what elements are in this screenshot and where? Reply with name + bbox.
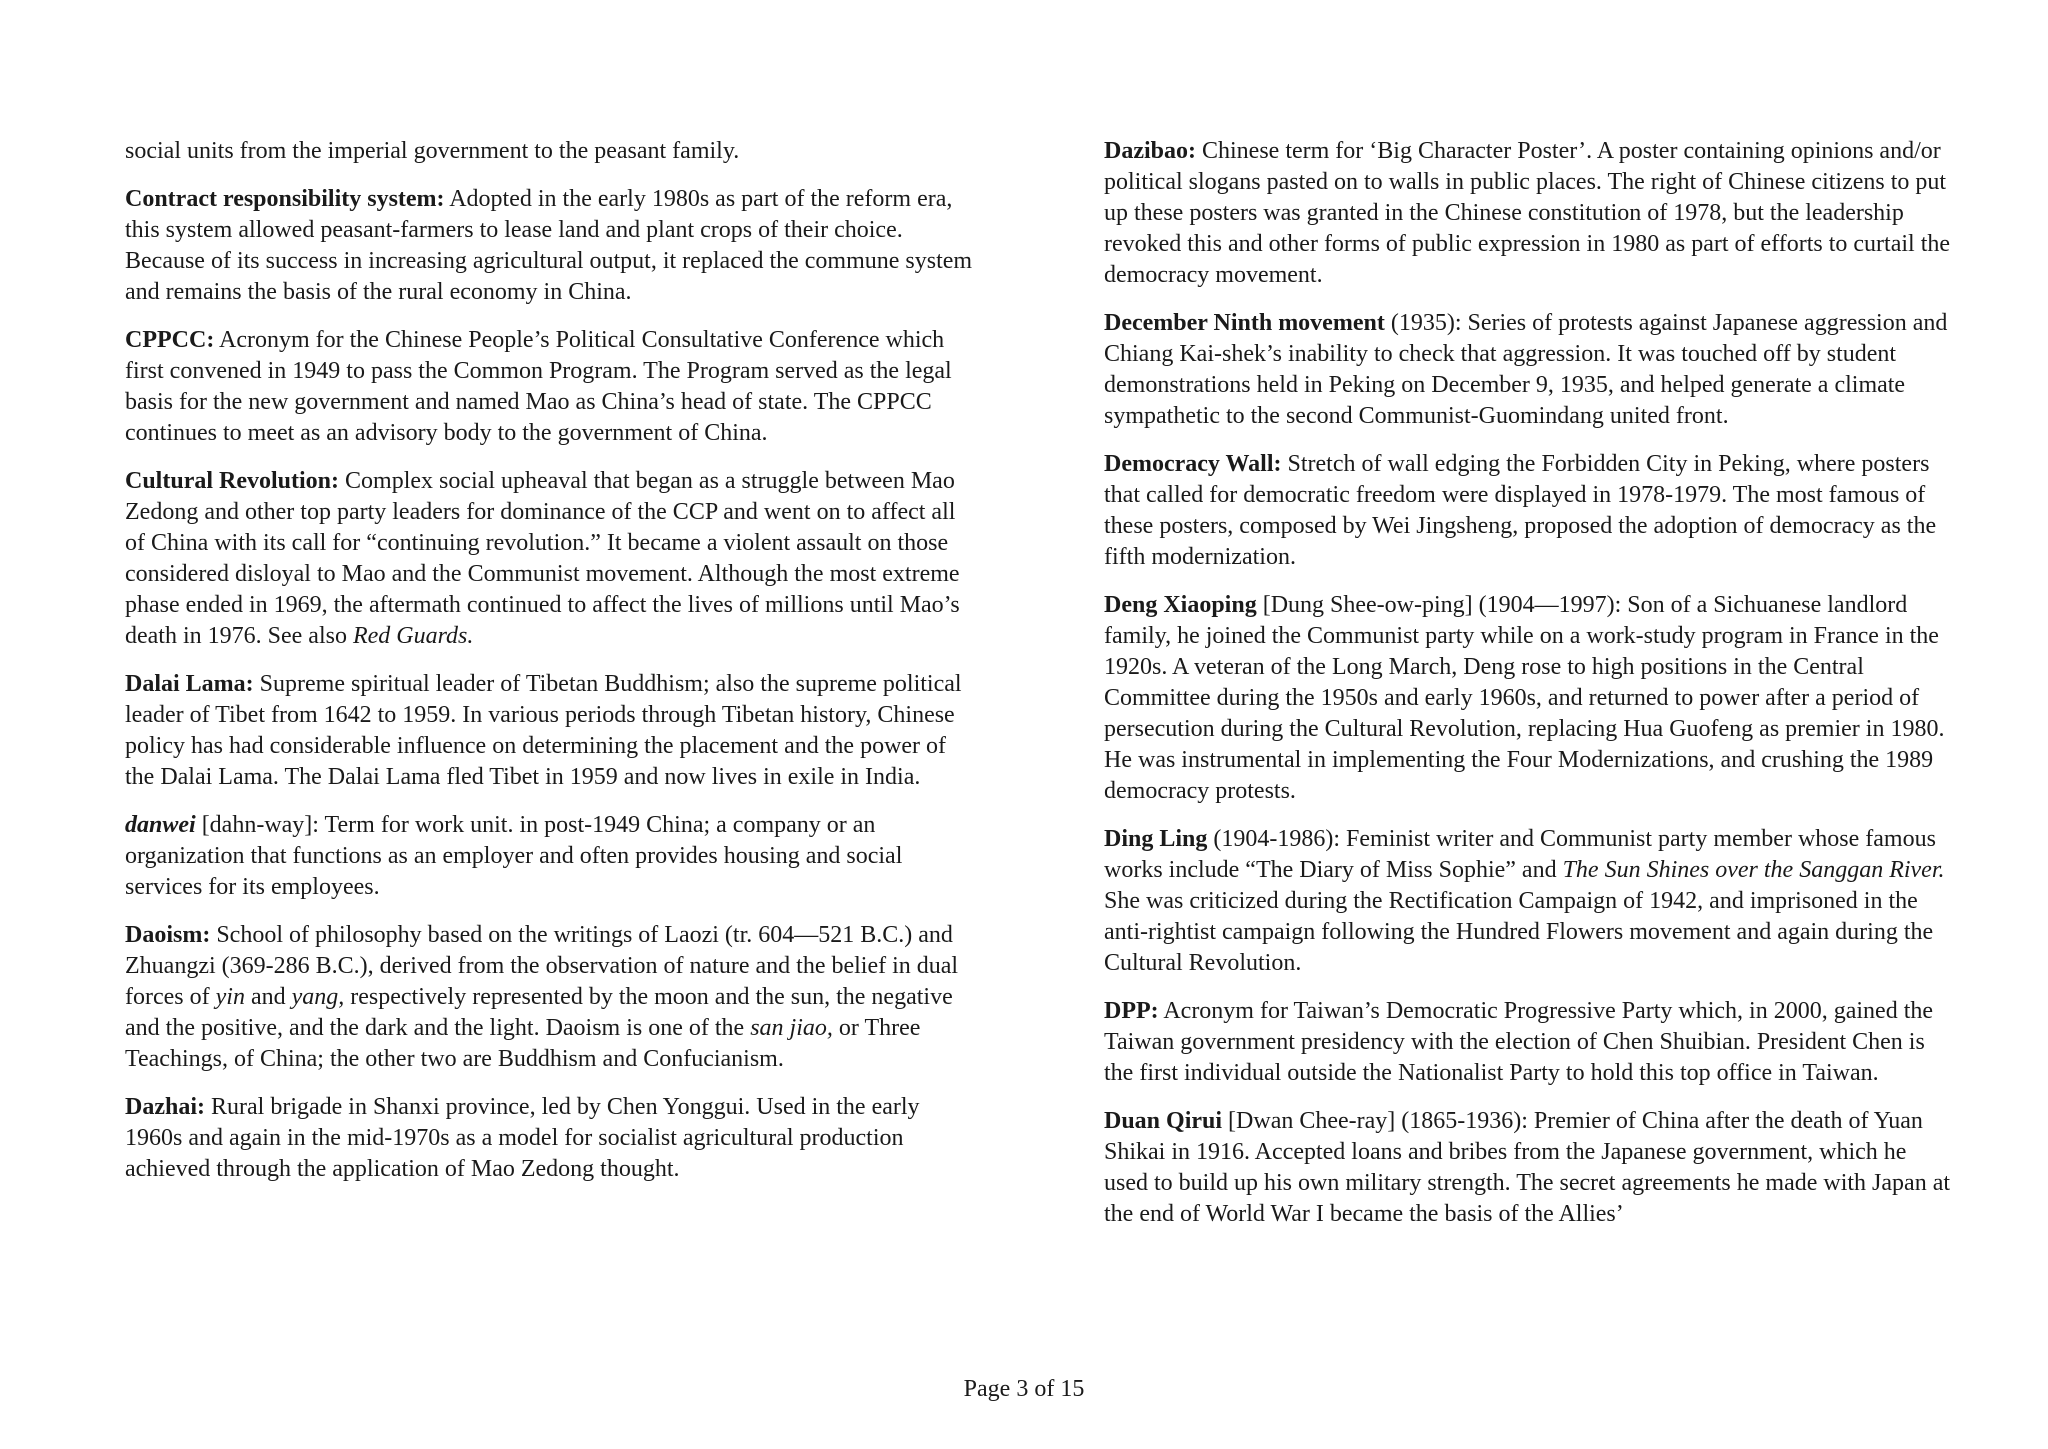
- continuation-text: social units from the imperial government to the peasant family.: [125, 138, 740, 164]
- entry-term: Deng Xiaoping: [1104, 592, 1257, 618]
- entry-deng-xiaoping: [1104, 590, 1952, 807]
- entry-term: Contract responsibility system:: [125, 186, 445, 212]
- entry-term: DPP:: [1104, 998, 1159, 1024]
- entry-definition: School of philosophy based on the writings of Laozi (tr. 604—521 B.C.) and Zhuangzi (369-286 B.C.), derived from the observation of nature and the belief in dual forces of: [125, 922, 959, 1010]
- right-column: [1104, 136, 1952, 1247]
- page-footer: [0, 1374, 2048, 1404]
- entry-dazhai: [125, 1092, 973, 1185]
- entry-definition: [Dwan Chee-ray] (1865-1936): Premier of China after the death of Yuan Shikai in 1916. Accepted loans and bribes from the Japanese government, which he used to build up his own military strength. The secret agreements he made with Japan at the end of World War I became the basis of the Allies’: [1104, 1108, 1951, 1227]
- entry-definition: Chinese term for ‘Big Character Poster’. A poster containing opinions and/or political slogans pasted on to walls in public places. The right of Chinese citizens to put up these posters was granted in the Chinese constitution of 1978, but the leadership revoked this and other forms of public expression in 1980 as part of efforts to curtail the democracy movement.: [1104, 138, 1951, 288]
- entry-definition: Rural brigade in Shanxi province, led by Chen Yonggui. Used in the early 1960s and again in the mid-1970s as a model for socialist agricultural production achieved through the application of Mao Zedong thought.: [125, 1094, 920, 1182]
- entry-definition: and: [244, 984, 292, 1010]
- entry-cppcc: [125, 325, 973, 449]
- italic-word-yin: yin: [215, 984, 245, 1010]
- entry-term: Ding Ling: [1104, 826, 1208, 852]
- entry-december-ninth-movement: [1104, 308, 1952, 432]
- italic-word-yang: yang,: [291, 984, 345, 1010]
- entry-ding-ling: [1104, 824, 1952, 979]
- entry-term: Democracy Wall:: [1104, 451, 1282, 477]
- entry-definition: Acronym for the Chinese People’s Political Consultative Conference which first convened in 1949 to pass the Common Program. The Program served as the legal basis for the new government and named Mao as China’s head of state. The CPPCC continues to meet as an advisory body to the government of China.: [125, 327, 952, 446]
- italic-word-san-jiao: san jiao,: [750, 1015, 833, 1041]
- entry-duan-qirui: [1104, 1106, 1952, 1230]
- entry-definition: respectively represented by the moon and the sun, the negative and the positive, and the dark and the light. Daoism is one of the: [125, 984, 953, 1041]
- entry-dalai-lama: [125, 669, 973, 793]
- entry-definition: or Three Teachings, of China; the other two are Buddhism and Confucianism.: [125, 1015, 921, 1072]
- entry-term: Dazibao:: [1104, 138, 1196, 164]
- entry-definition: Complex social upheaval that began as a struggle between Mao Zedong and other top party leaders for dominance of the CCP and went on to affect all of China with its call for “continuing revolution.” It became a violent assault on those considered disloyal to Mao and the Communist movement. Although the most extreme phase ended in 1969, the aftermath continued to affect the lives of millions until Mao’s death in 1976. See also: [125, 468, 960, 649]
- entry-dazibao: [1104, 136, 1952, 291]
- entry-cultural-revolution: [125, 466, 973, 652]
- entry-term: Cultural Revolution:: [125, 468, 340, 494]
- entry-term: Dalai Lama:: [125, 671, 254, 697]
- entry-term: CPPCC:: [125, 327, 215, 353]
- book-title: The Sun Shines over the Sanggan River.: [1562, 857, 1945, 883]
- entry-definition: Adopted in the early 1980s as part of the reform era, this system allowed peasant-farmers to lease land and plant crops of their choice. Because of its success in increasing agricultural output, it replaced the commune system and remains the basis of the rural economy in China.: [125, 186, 973, 305]
- entry-danwei: [125, 810, 973, 903]
- entry-daoism: [125, 920, 973, 1075]
- entry-definition: Stretch of wall edging the Forbidden City in Peking, where posters that called for democratic freedom were displayed in 1978-1979. The most famous of these posters, composed by Wei Jingsheng, proposed the adoption of democracy as the fifth modernization.: [1104, 451, 1937, 570]
- entry-definition: [Dung Shee-ow-ping] (1904—1997): Son of a Sichuanese landlord family, he joined the Communist party while on a work-study program in France in the 1920s. A veteran of the Long March, Deng rose to high positions in the Central Committee during the 1950s and early 1960s, and returned to power after a period of persecution during the Cultural Revolution, replacing Hua Guofeng as premier in 1980. He was instrumental in implementing the Four Modernizations, and crushing the 1989 democracy protests.: [1104, 592, 1945, 804]
- entry-definition: [dahn-way]: Term for work unit. in post-1949 China; a company or an organization that functions as an employer and often provides housing and social services for its employees.: [125, 812, 903, 900]
- see-also-reference: Red Guards.: [352, 623, 474, 649]
- entry-definition: (1904-1986): Feminist writer and Communist party member whose famous works include “The Diary of Miss Sophie” and: [1104, 826, 1936, 883]
- entry-term: Dazhai:: [125, 1094, 205, 1120]
- entry-term: danwei: [125, 812, 196, 838]
- entry-term: Duan Qirui: [1104, 1108, 1223, 1134]
- entry-term: Daoism:: [125, 922, 211, 948]
- entry-definition: She was criticized during the Rectification Campaign of 1942, and imprisoned in the anti-rightist campaign following the Hundred Flowers movement and again during the Cultural Revolution.: [1104, 888, 1934, 976]
- left-column: [125, 136, 973, 1202]
- entry-dpp: [1104, 996, 1952, 1089]
- entry-definition: (1935): Series of protests against Japanese aggression and Chiang Kai-shek’s inability to check that aggression. It was touched off by student demonstrations held in Peking on December 9, 1935, and helped generate a climate sympathetic to the second Communist-Guomindang united front.: [1104, 310, 1948, 429]
- entry-contract-responsibility-system: [125, 184, 973, 308]
- entry-democracy-wall: [1104, 449, 1952, 573]
- entry-definition: Acronym for Taiwan’s Democratic Progressive Party which, in 2000, gained the Taiwan government presidency with the election of Chen Shuibian. President Chen is the first individual outside the Nationalist Party to hold this top office in Taiwan.: [1104, 998, 1934, 1086]
- page-number: Page 3 of 15: [963, 1376, 1085, 1402]
- entry-definition: Supreme spiritual leader of Tibetan Buddhism; also the supreme political leader of Tibet from 1642 to 1959. In various periods through Tibetan history, Chinese policy has had considerable influence on determining the placement and the power of the Dalai Lama. The Dalai Lama fled Tibet in 1959 and now lives in exile in India.: [125, 671, 962, 790]
- continuation-paragraph: [125, 136, 973, 167]
- entry-term: December Ninth movement: [1104, 310, 1385, 336]
